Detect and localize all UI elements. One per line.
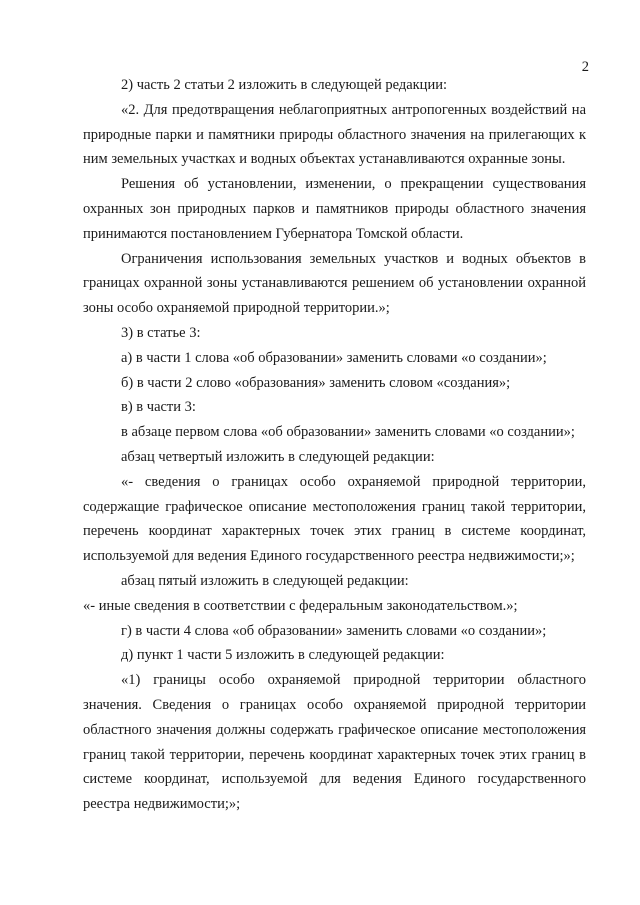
document-body (83, 73, 586, 817)
paragraph-item-2-intro: 2) часть 2 статьи 2 изложить в следующей редакции: (121, 77, 447, 93)
paragraph-first-abzats: в абзаце первом слова «об образовании» заменить словами «о создании»; (121, 424, 575, 441)
paragraph-other-info: «- иные сведения в соответствии с федеральным законодательством.»; (83, 597, 518, 614)
paragraph-boundary-info: «- сведения о границах особо охраняемой природной территории, содержащие графическое описание местоположения границ такой территории, перечень координат характерных точек этих границ в системе координат, используемой для ведения Единого государственного реестра недвижимости;»; (83, 473, 586, 565)
paragraph-subitem-v: в) в части 3: (121, 399, 196, 416)
paragraph-restrictions: Ограничения использования земельных участков и водных объектов в границах охранной зоны устанавливаются решением об установлении охранной зоны особо охраняемой природной территории.»; (83, 250, 586, 317)
paragraph-subitem-b: б) в части 2 слово «образования» заменить словом «создания»; (121, 374, 511, 391)
paragraph-article-2-part-2: «2. Для предотвращения неблагоприятных антропогенных воздействий на природные парки и памятники природы областного значения на прилегающих к ним земельных участках и водных объектах устанавливаются охранные зоны. (83, 101, 586, 168)
page-number: 2 (581, 59, 589, 75)
paragraph-decisions-on-zones: Решения об установлении, изменении, о прекращении существования охранных зон природных парков и памятников природы областного значения принимаются постановлением Губернатора Томской области. (83, 176, 586, 242)
paragraph-item-3: 3) в статье 3: (121, 324, 201, 341)
paragraph-subitem-g: г) в части 4 слова «об образовании» заменить словами «о создании»; (121, 622, 547, 639)
paragraph-fifth-abzats-intro: абзац пятый изложить в следующей редакции: (121, 572, 409, 589)
paragraph-subitem-a: а) в части 1 слова «об образовании» заменить словами «о создании»; (121, 349, 547, 366)
paragraph-fourth-abzats-intro: абзац четвертый изложить в следующей редакции: (121, 448, 435, 465)
paragraph-subitem-d: д) пункт 1 части 5 изложить в следующей редакции: (121, 647, 445, 664)
paragraph-boundaries-definition: «1) границы особо охраняемой природной территории областного значения. Сведения о границах особо охраняемой природной территории областного значения должны содержать графическое описание местоположения границ такой территории, перечень координат характерных точек этих границ в системе координат, используемой для ведения Единого государственного реестра недвижимости;»; (83, 672, 586, 813)
